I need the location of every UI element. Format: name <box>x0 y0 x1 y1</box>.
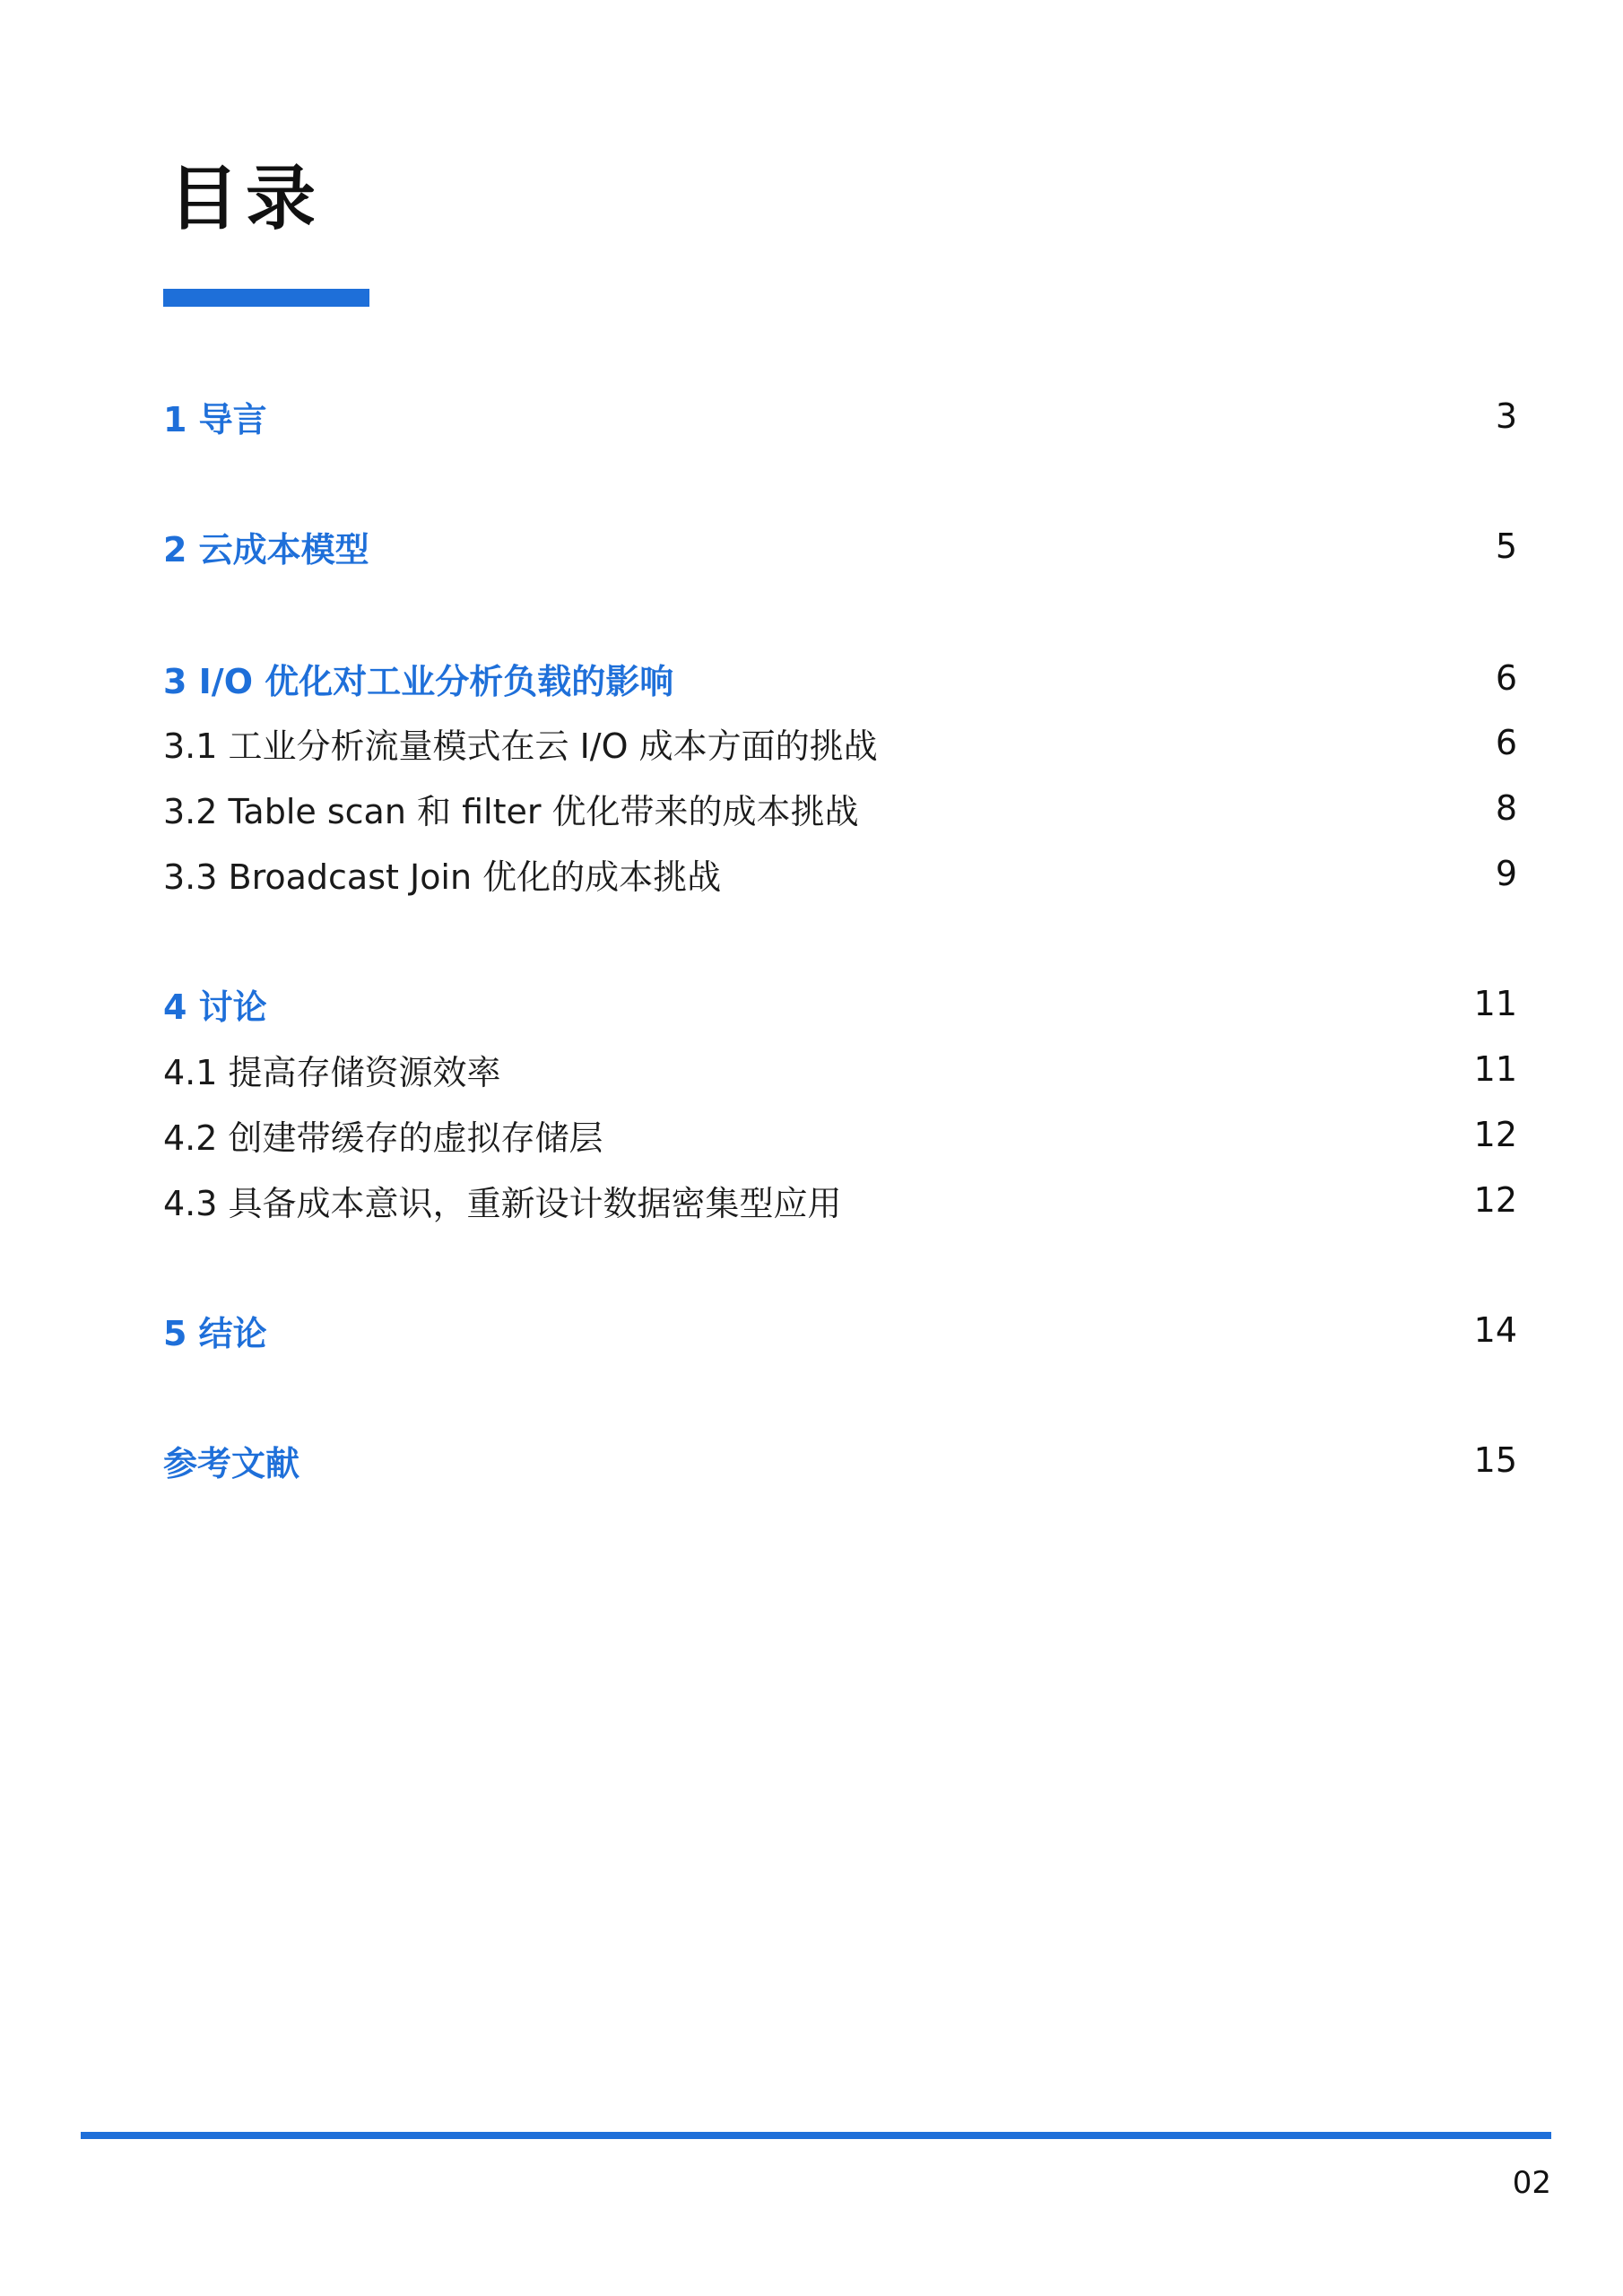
toc-entry-label: 4 讨论 <box>163 987 267 1027</box>
toc-entry-page: 8 <box>1495 788 1517 828</box>
toc-entry-page: 12 <box>1473 1180 1517 1220</box>
toc-entry-section-3-3[interactable] <box>163 848 1517 899</box>
toc-entry-page: 6 <box>1495 723 1517 762</box>
toc-entry-label: 4.2 创建带缓存的虚拟存储层 <box>163 1118 603 1158</box>
toc-entry-page: 6 <box>1495 658 1517 698</box>
footer-divider <box>81 2132 1551 2139</box>
toc-entry-label: 4.1 提高存储资源效率 <box>163 1052 501 1092</box>
title-underline-bar <box>163 289 369 307</box>
toc-entry-chapter-5[interactable] <box>163 1305 1517 1355</box>
toc-entry-section-4-1[interactable] <box>163 1044 1517 1094</box>
toc-entry-section-3-1[interactable] <box>163 718 1517 768</box>
toc-entry-chapter-3[interactable] <box>163 653 1517 703</box>
toc-entry-label: 3.2 Table scan 和 filter 优化带来的成本挑战 <box>163 791 859 831</box>
toc-entry-page: 15 <box>1473 1440 1517 1480</box>
toc-entry-page: 12 <box>1473 1115 1517 1154</box>
toc-entry-chapter-1[interactable] <box>163 391 1517 441</box>
toc-entry-label: 参考文献 <box>163 1443 300 1483</box>
toc-entry-page: 11 <box>1473 1049 1517 1089</box>
toc-entry-label: 3 I/O 优化对工业分析负载的影响 <box>163 661 674 701</box>
toc-entry-label: 4.3 具备成本意识，重新设计数据密集型应用 <box>163 1183 842 1223</box>
toc-entry-chapter-4[interactable] <box>163 978 1517 1029</box>
toc-entry-references[interactable] <box>163 1435 1517 1485</box>
page-title: 目录 <box>169 159 324 239</box>
toc-entry-page: 5 <box>1495 526 1517 566</box>
toc-entry-page: 3 <box>1495 396 1517 436</box>
toc-entry-label: 3.3 Broadcast Join 优化的成本挑战 <box>163 857 722 897</box>
toc-entry-label: 5 结论 <box>163 1313 267 1353</box>
page-number: 02 <box>1512 2165 1551 2201</box>
toc-entry-label: 3.1 工业分析流量模式在云 I/O 成本方面的挑战 <box>163 726 878 766</box>
toc-entry-section-4-2[interactable] <box>163 1109 1517 1160</box>
toc-entry-section-3-2[interactable] <box>163 783 1517 833</box>
toc-entry-label: 2 云成本模型 <box>163 529 369 570</box>
toc-entry-section-4-3[interactable] <box>163 1175 1517 1225</box>
toc-entry-page: 14 <box>1473 1310 1517 1350</box>
toc-entry-page: 11 <box>1473 984 1517 1023</box>
toc-entry-label: 1 导言 <box>163 399 267 439</box>
toc-entry-chapter-2[interactable] <box>163 521 1517 571</box>
toc-entry-page: 9 <box>1495 854 1517 893</box>
